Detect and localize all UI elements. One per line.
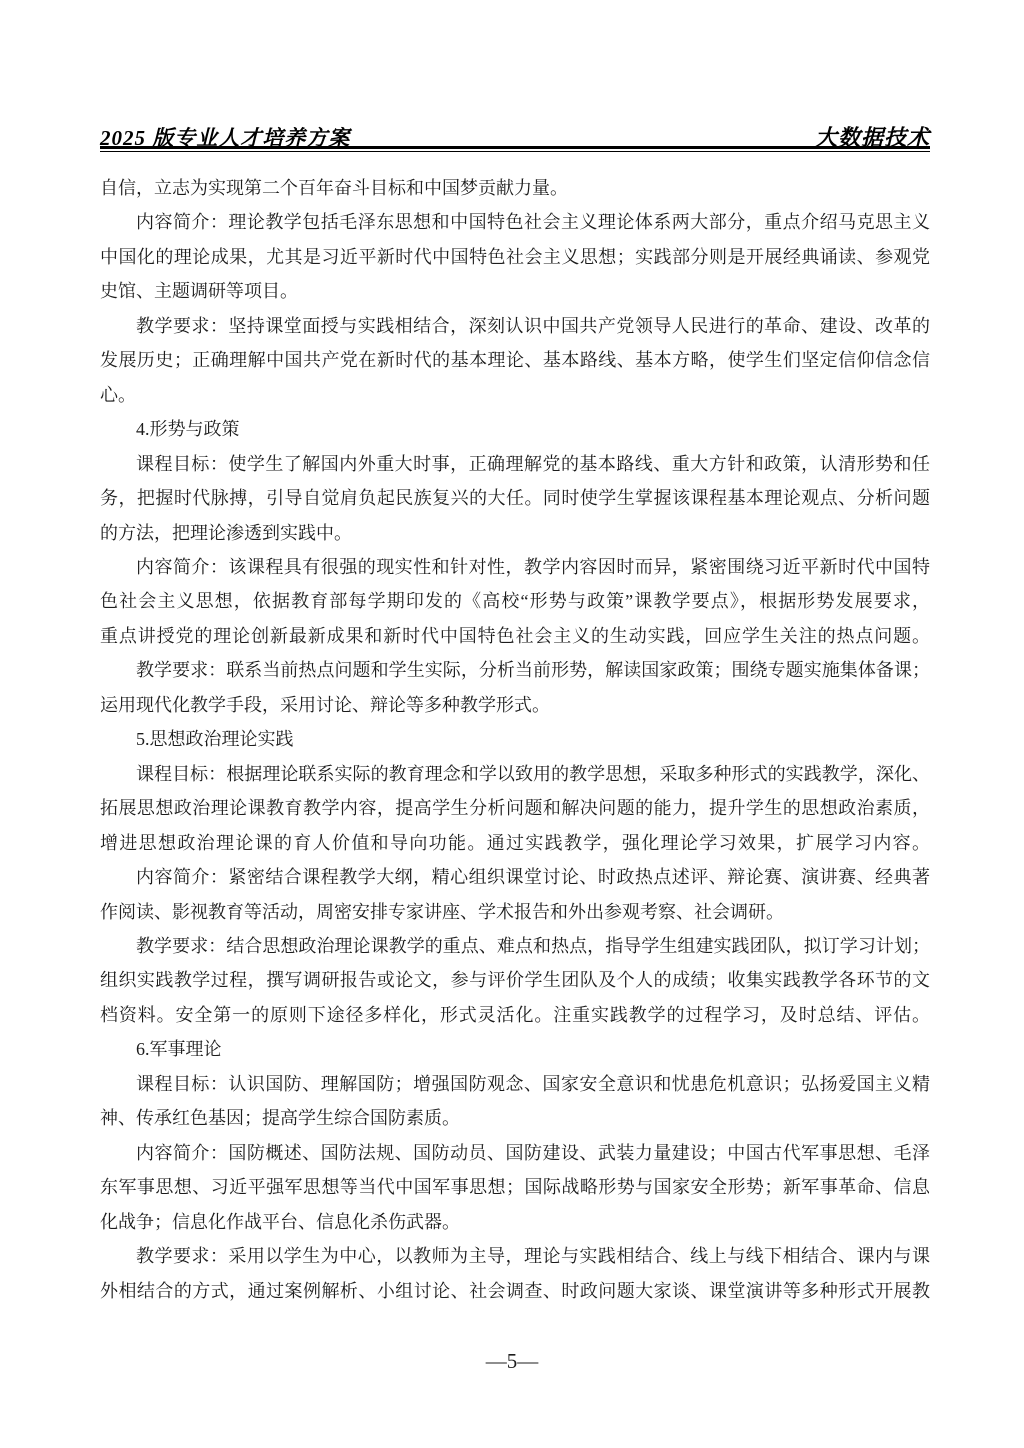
- text-line: 重点讲授党的理论创新最新成果和新时代中国特色社会主义的生动实践，回应学生关注的热点问题。: [100, 625, 930, 646]
- text-line: 增进思想政治理论课的育人价值和导向功能。通过实践教学，强化理论学习效果，扩展学习内容。: [100, 832, 930, 853]
- text-line: 运用现代化教学手段，采用讨论、辩论等多种教学形式。: [100, 694, 550, 715]
- text-line: 东军事思想、习近平强军思想等当代中国军事思想；国际战略形势与国家安全形势；新军事革命、信息: [100, 1177, 930, 1198]
- header-rule: [100, 146, 930, 152]
- text-line: 史馆、主题调研等项目。: [100, 281, 298, 302]
- text-line: 5.思想政治理论实践: [136, 729, 294, 750]
- text-line: 色社会主义思想，依据教育部每学期印发的《高校“形势与政策”课教学要点》，根据形势发展要求，: [100, 591, 930, 612]
- text-line: 作阅读、影视教育等活动，周密安排专家讲座、学术报告和外出参观考察、社会调研。: [100, 901, 784, 922]
- text-line: 神、传承红色基因；提高学生综合国防素质。: [100, 1108, 460, 1129]
- page-number: —5—: [485, 1349, 539, 1373]
- text-line: 化战争；信息化作战平台、信息化杀伤武器。: [100, 1211, 460, 1232]
- text-line: 心。: [100, 384, 136, 405]
- header-left-title: 2025 版专业人才培养方案: [100, 126, 351, 150]
- document-body: [100, 171, 930, 1308]
- text-line: 自信，立志为实现第二个百年奋斗目标和中国梦贡献力量。: [100, 178, 568, 198]
- text-line: 教学要求：结合思想政治理论课教学的重点、难点和热点，指导学生组建实践团队，拟订学习计划；: [136, 935, 930, 956]
- text-line: 内容简介：该课程具有很强的现实性和针对性，教学内容因时而异，紧密围绕习近平新时代中国特: [136, 556, 930, 577]
- text-line: 内容简介：理论教学包括毛泽东思想和中国特色社会主义理论体系两大部分，重点介绍马克思主义: [136, 212, 930, 233]
- text-line: 外相结合的方式，通过案例解析、小组讨论、社会调查、时政问题大家谈、课堂演讲等多种形式开展教: [100, 1280, 930, 1301]
- text-line: 内容简介：国防概述、国防法规、国防动员、国防建设、武装力量建设；中国古代军事思想、毛泽: [136, 1142, 930, 1163]
- text-line: 发展历史；正确理解中国共产党在新时代的基本理论、基本路线、基本方略，使学生们坚定信仰信念信: [100, 350, 930, 371]
- body-lines: [100, 171, 930, 1308]
- text-line: 课程目标：认识国防、理解国防；增强国防观念、国家安全意识和忧患危机意识；弘扬爱国主义精: [136, 1073, 930, 1094]
- text-line: 教学要求：坚持课堂面授与实践相结合，深刻认识中国共产党领导人民进行的革命、建设、改革的: [136, 315, 930, 336]
- text-line: 拓展思想政治理论课教育教学内容，提高学生分析问题和解决问题的能力，提升学生的思想政治素质，: [100, 798, 930, 819]
- text-line: 组织实践教学过程，撰写调研报告或论文，参与评价学生团队及个人的成绩；收集实践教学各环节的文: [100, 970, 930, 991]
- text-line: 内容简介：紧密结合课程教学大纲，精心组织课堂讨论、时政热点述评、辩论赛、演讲赛、经典著: [136, 867, 930, 888]
- page-footer: [0, 1349, 1024, 1374]
- text-line: 的方法，把理论渗透到实践中。: [100, 522, 352, 543]
- text-line: 课程目标：根据理论联系实际的教育理念和学以致用的教学思想，采取多种形式的实践教学，深化、: [136, 763, 930, 784]
- text-line: 课程目标：使学生了解国内外重大时事，正确理解党的基本路线、重大方针和政策，认清形势和任: [136, 453, 930, 474]
- text-line: 教学要求：采用以学生为中心，以教师为主导，理论与实践相结合、线上与线下相结合、课内与课: [136, 1246, 930, 1267]
- text-line: 4.形势与政策: [136, 419, 240, 440]
- text-line: 务，把握时代脉搏，引导自觉肩负起民族复兴的大任。同时使学生掌握该课程基本理论观点、分析问题: [100, 488, 930, 509]
- text-line: 教学要求：联系当前热点问题和学生实际，分析当前形势，解读国家政策；围绕专题实施集体备课；: [136, 660, 930, 681]
- header-right-title: 大数据技术: [814, 125, 930, 150]
- text-line: 6.军事理论: [136, 1039, 222, 1060]
- text-line: 档资料。安全第一的原则下途径多样化，形式灵活化。注重实践教学的过程学习，及时总结、评估。: [100, 1004, 930, 1025]
- text-line: 中国化的理论成果，尤其是习近平新时代中国特色社会主义思想；实践部分则是开展经典诵读、参观党: [100, 246, 930, 267]
